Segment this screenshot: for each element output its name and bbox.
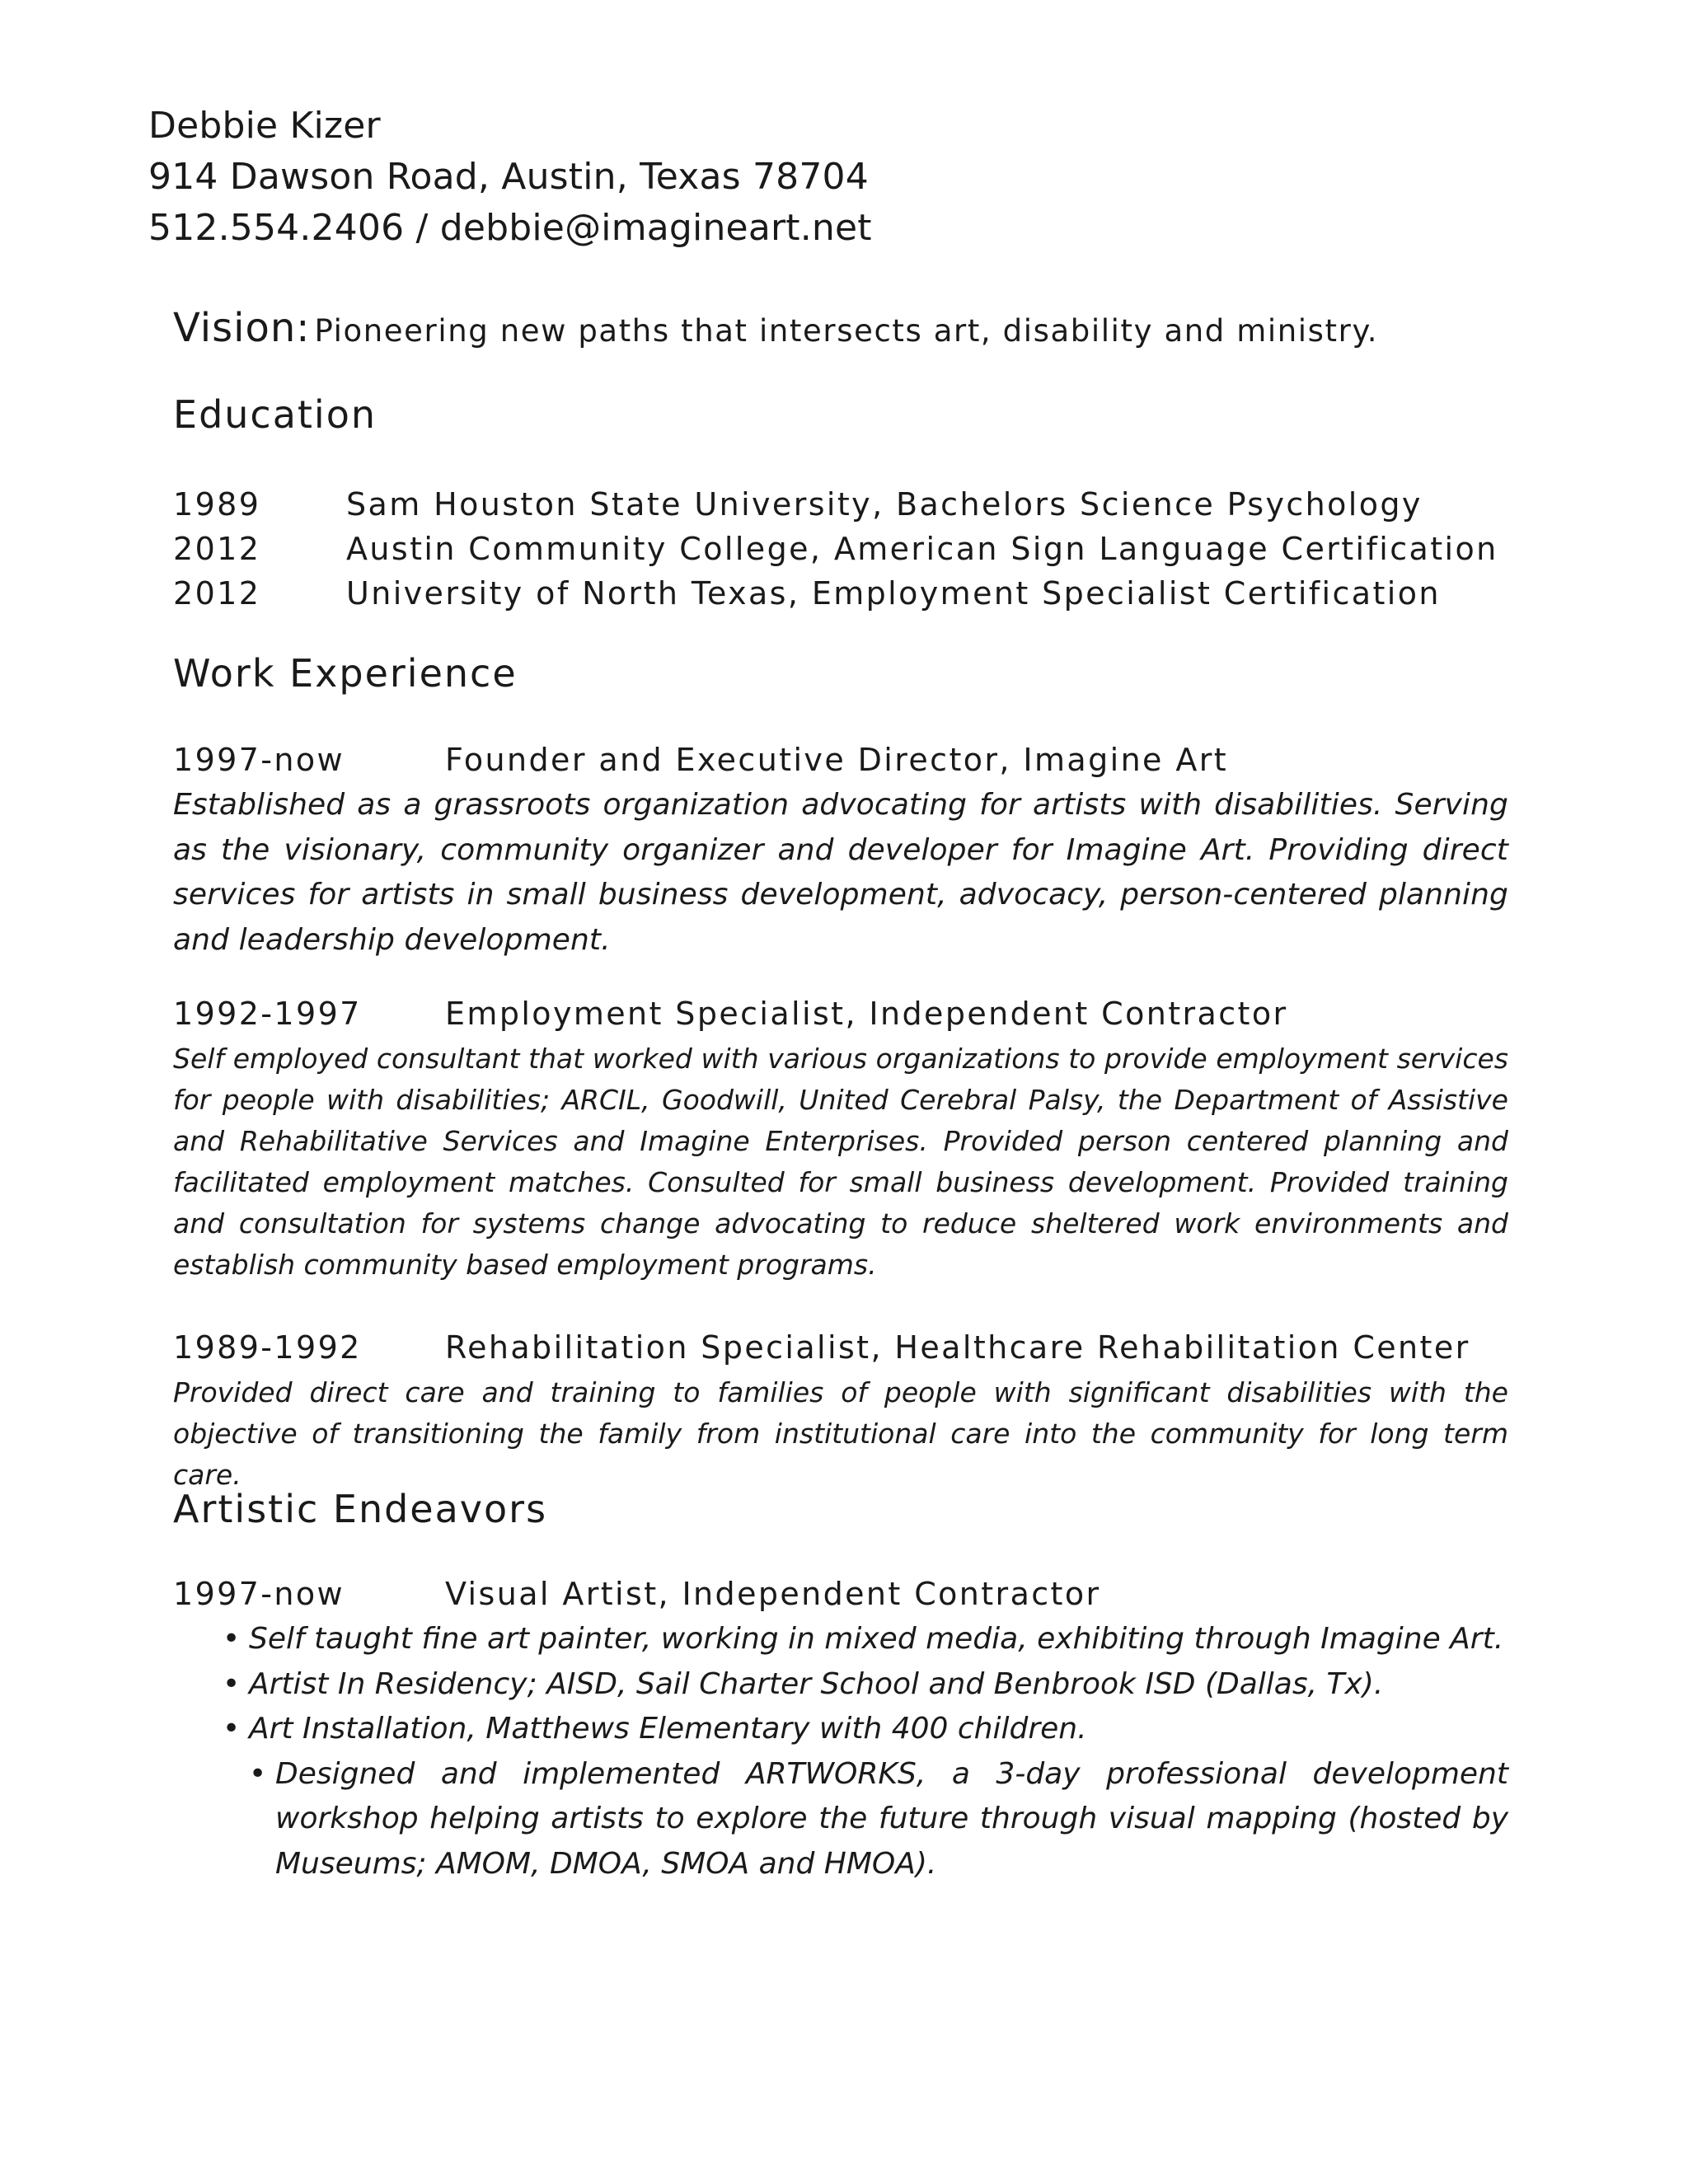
job-header — [173, 1325, 1470, 1370]
job-title: Founder and Executive Director, Imagine Art — [445, 742, 1229, 778]
job-header — [173, 991, 1288, 1036]
job-title: Employment Specialist, Independent Contractor — [445, 996, 1288, 1032]
bullet-symbol: • — [223, 1712, 241, 1746]
contact-block — [148, 101, 872, 254]
artistic-endeavors-heading: Artistic Endeavors — [173, 1487, 548, 1531]
bullet-text: Artist In Residency; AISD, Sail Charter School and Benbrook ISD (Dallas, Tx). — [249, 1666, 1384, 1701]
artistic-bullet-list — [223, 1617, 1508, 1886]
contact-name: Debbie Kizer — [148, 105, 381, 147]
bullet-text: Art Installation, Matthews Elementary with 400 children. — [249, 1712, 1087, 1746]
job-description: Provided direct care and training to families of people with significant disabilities with the objective of transitioning the family from institutional care into the community for long term care. — [173, 1376, 1508, 1491]
artistic-years: 1997-now — [173, 1576, 345, 1612]
bullet-item — [223, 1662, 1508, 1708]
education-entry — [173, 571, 1441, 616]
bullet-item — [223, 1707, 1508, 1752]
job-years: 1997-now — [173, 742, 345, 778]
education-year: 1989 — [173, 486, 261, 523]
education-year: 2012 — [173, 575, 261, 612]
bullet-text: Self taught fine art painter, working in mixed media, exhibiting through Imagine Art. — [249, 1622, 1504, 1656]
vision-statement — [173, 305, 1378, 351]
job-description: Self employed consultant that worked with various organizations to provide employment services for people with disabilities; ARCIL, Goodwill, United Cerebral Palsy, the Department of Assistive and Rehabilitative Services and Imagine Enterprises. Provided person centered planning and facilitated employment matches. Consulted for small business development. Provided training and consultation for systems change advocating to reduce sheltered work environments and establish community based employment programs. — [173, 1043, 1508, 1281]
education-text: Sam Houston State University, Bachelors Science Psychology — [346, 486, 1423, 523]
education-year: 2012 — [173, 531, 261, 567]
education-text: Austin Community College, American Sign Language Certification — [346, 531, 1498, 567]
bullet-item — [223, 1617, 1508, 1662]
job-description: Established as a grassroots organization advocating for artists with disabilities. Serving as the visionary, community organizer and developer for Imagine Art. Providing direct services for artists in small business development, advocacy, person-centered planning and leadership development. — [173, 788, 1508, 957]
vision-label: Vision: — [173, 305, 311, 351]
education-entry — [173, 482, 1423, 527]
bullet-item — [223, 1752, 1508, 1887]
job-years: 1992-1997 — [173, 996, 362, 1032]
contact-phone-email: 512.554.2406 / debbie@imagineart.net — [148, 207, 872, 249]
contact-address: 914 Dawson Road, Austin, Texas 78704 — [148, 156, 869, 198]
artistic-header — [173, 1572, 1101, 1616]
job-years: 1989-1992 — [173, 1329, 362, 1366]
vision-text: Pioneering new paths that intersects art, disability and ministry. — [314, 313, 1379, 349]
education-text: University of North Texas, Employment Specialist Certification — [346, 575, 1441, 612]
education-heading: Education — [173, 392, 377, 437]
bullet-symbol: • — [223, 1666, 241, 1701]
artistic-title: Visual Artist, Independent Contractor — [445, 1576, 1101, 1612]
job-header — [173, 738, 1228, 782]
job-title: Rehabilitation Specialist, Healthcare Rehabilitation Center — [445, 1329, 1470, 1366]
work-experience-heading: Work Experience — [173, 651, 518, 696]
bullet-symbol: • — [249, 1756, 267, 1791]
education-entry — [173, 527, 1498, 571]
bullet-text: Designed and implemented ARTWORKS, a 3-day professional development workshop helping artists to explore the future through visual mapping (hosted by Museums; AMOM, DMOA, SMOA and HMOA). — [275, 1756, 1508, 1881]
bullet-symbol: • — [223, 1622, 241, 1656]
